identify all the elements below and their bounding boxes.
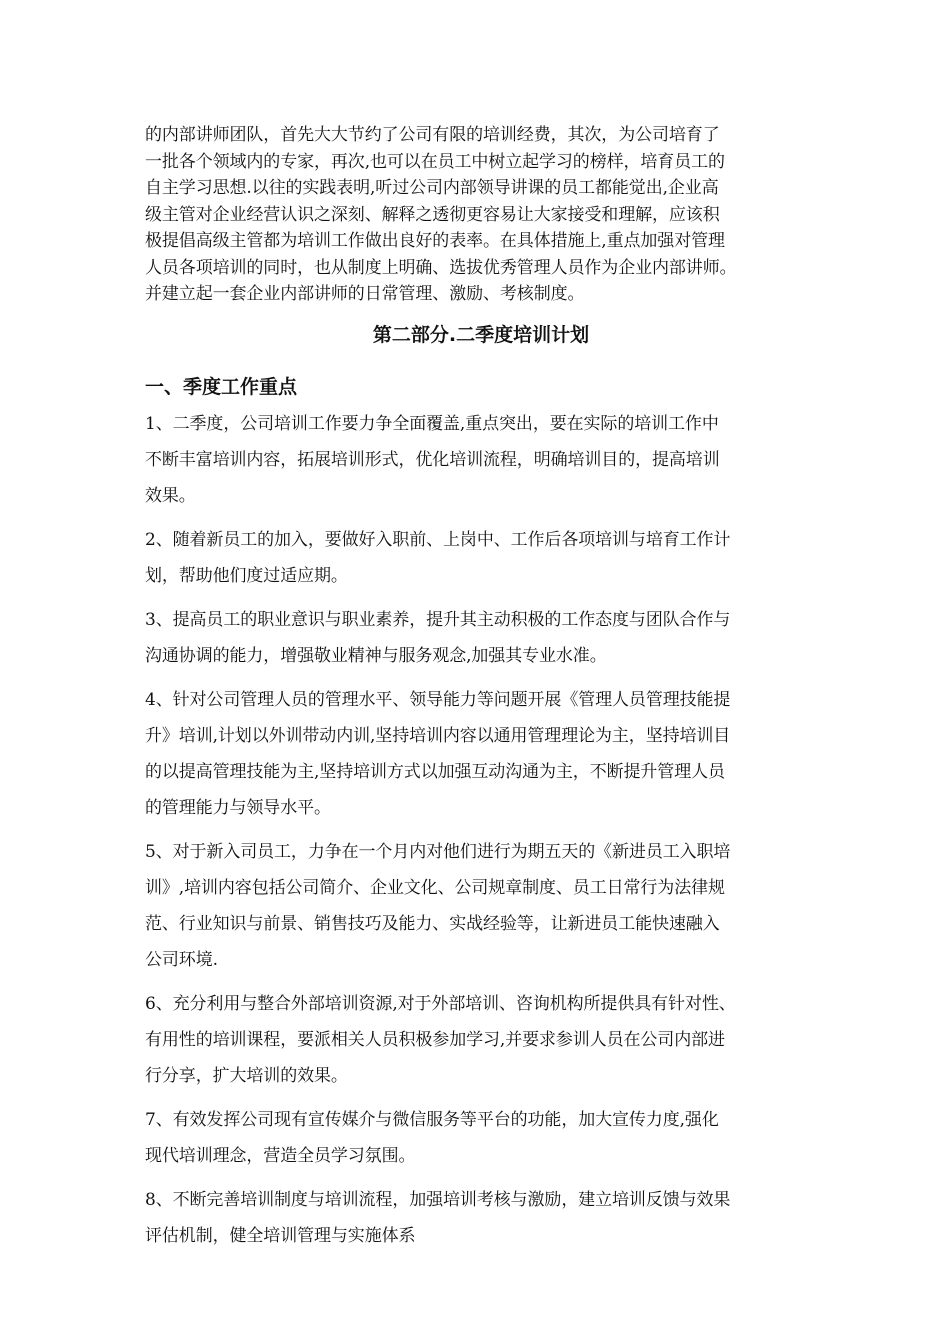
work-focus-list xyxy=(145,406,817,1254)
item-line: 效果。 xyxy=(145,485,196,506)
item-line: 升》培训,计划以外训带动内训,坚持培训内容以通用管理理论为主，坚持培训目 xyxy=(145,725,731,746)
item-line: 行分享，扩大培训的效果。 xyxy=(145,1065,348,1086)
item-line: 6、充分利用与整合外部培训资源,对于外部培训、咨询机构所提供具有针对性、 xyxy=(145,993,736,1014)
list-item xyxy=(145,986,817,1094)
list-item xyxy=(145,406,817,514)
item-line: 1、二季度，公司培训工作要力争全面覆盖,重点突出，要在实际的培训工作中 xyxy=(145,413,719,434)
list-item xyxy=(145,1102,817,1174)
intro-line: 人员各项培训的同时，也从制度上明确、选拔优秀管理人员作为企业内部讲师。 xyxy=(145,257,737,278)
intro-line: 自主学习思想.以往的实践表明,听过公司内部领导讲课的员工都能觉出,企业高 xyxy=(145,178,719,198)
item-line: 7、有效发挥公司现有宣传媒介与微信服务等平台的功能，加大宣传力度,强化 xyxy=(145,1109,719,1130)
item-line: 的以提高管理技能为主,坚持培训方式以加强互动沟通为主，不断提升管理人员 xyxy=(145,761,725,782)
item-line: 评估机制，健全培训管理与实施体系 xyxy=(145,1225,416,1246)
item-line: 8、不断完善培训制度与培训流程，加强培训考核与激励，建立培训反馈与效果 xyxy=(145,1189,731,1210)
intro-paragraph xyxy=(145,122,817,308)
item-line: 有用性的培训课程，要派相关人员积极参加学习,并要求参训人员在公司内部进 xyxy=(145,1029,725,1050)
list-item xyxy=(145,682,817,826)
item-line: 沟通协调的能力，增强敬业精神与服务观念,加强其专业水准。 xyxy=(145,645,607,666)
list-item xyxy=(145,1182,817,1254)
item-line: 训》,培训内容包括公司简介、企业文化、公司规章制度、员工日常行为法律规 xyxy=(145,877,725,898)
item-line: 3、提高员工的职业意识与职业素养，提升其主动积极的工作态度与团队合作与 xyxy=(145,609,731,630)
part-title: 第二部分.二季度培训计划 xyxy=(372,323,590,346)
intro-line: 极提倡高级主管都为培训工作做出良好的表率。在具体措施上,重点加强对管理 xyxy=(145,231,725,251)
intro-line: 一批各个领域内的专家，再次,也可以在员工中树立起学习的榜样，培育员工的 xyxy=(145,151,725,172)
list-item xyxy=(145,602,817,674)
item-line: 2、随着新员工的加入，要做好入职前、上岗中、工作后各项培训与培育工作计 xyxy=(145,529,731,550)
intro-line: 并建立起一套企业内部讲师的日常管理、激励、考核制度。 xyxy=(145,284,585,304)
section-heading: 一、季度工作重点 xyxy=(145,375,298,398)
item-line: 划，帮助他们度过适应期。 xyxy=(145,565,348,586)
intro-line: 的内部讲师团队，首先大大节约了公司有限的培训经费，其次，为公司培育了 xyxy=(145,125,720,145)
item-line: 的管理能力与领导水平。 xyxy=(145,797,331,818)
list-item xyxy=(145,834,817,978)
item-line: 不断丰富培训内容，拓展培训形式，优化培训流程，明确培训目的，提高培训 xyxy=(145,449,720,470)
item-line: 5、对于新入司员工，力争在一个月内对他们进行为期五天的《新进员工入职培 xyxy=(145,841,731,862)
list-item xyxy=(145,522,817,594)
intro-line: 级主管对企业经营认识之深刻、解释之透彻更容易让大家接受和理解，应该积 xyxy=(145,204,720,225)
item-line: 现代培训理念，营造全员学习氛围。 xyxy=(145,1145,416,1166)
item-line: 范、行业知识与前景、销售技巧及能力、实战经验等，让新进员工能快速融入 xyxy=(145,913,720,934)
document-page xyxy=(145,122,817,1262)
item-line: 公司环境. xyxy=(145,949,218,970)
item-line: 4、针对公司管理人员的管理水平、领导能力等问题开展《管理人员管理技能提 xyxy=(145,689,731,710)
